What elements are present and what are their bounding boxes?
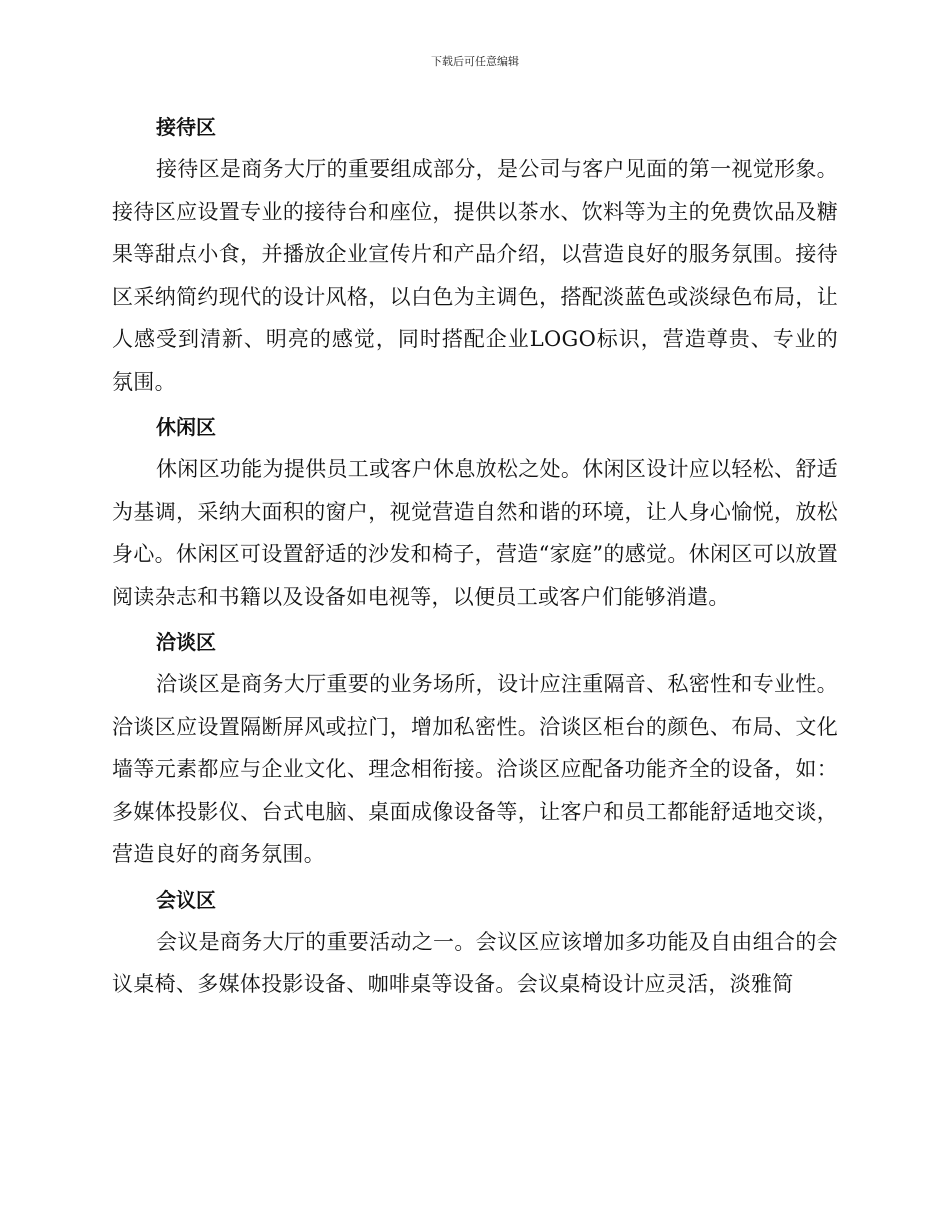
section-meeting — [112, 879, 838, 1006]
section-lounge — [112, 406, 838, 618]
section-reception — [112, 106, 838, 403]
section-heading: 接待区 — [156, 115, 216, 139]
section-heading: 洽谈区 — [156, 630, 216, 654]
section-paragraph: 接待区是商务大厅的重要组成部分，是公司与客户见面的第一视觉形象。接待区应设置专业的接待台和座位，提供以茶水、饮料等为主的免费饮品及糖果等甜点小食，并播放企业宣传片和产品介绍，以营造良好的服务氛围。接待区采纳简约现代的设计风格，以白色为主调色，搭配淡蓝色或淡绿色布局，让人感受到清新、明亮的感觉，同时搭配企业LOGO标识，营造尊贵、专业的氛围。 — [112, 157, 838, 394]
page-header-note: 下载后可任意编辑 — [431, 55, 519, 68]
section-paragraph: 会议是商务大厅的重要活动之一。会议区应该增加多功能及自由组合的会议桌椅、多媒体投影设备、咖啡桌等设备。会议桌椅设计应灵活，淡雅简 — [112, 929, 838, 996]
section-heading: 会议区 — [156, 887, 216, 912]
section-paragraph: 洽谈区是商务大厅重要的业务场所，设计应注重隔音、私密性和专业性。洽谈区应设置隔断屏风或拉门，增加私密性。洽谈区柜台的颜色、布局、文化墙等元素都应与企业文化、理念相衔接。洽谈区应配备功能齐全的设备，如：多媒体投影仪、台式电脑、桌面成像设备等，让客户和员工都能舒适地交谈，营造良好的商务氛围。 — [112, 672, 838, 866]
section-negotiation — [112, 621, 838, 876]
section-paragraph: 休闲区功能为提供员工或客户休息放松之处。休闲区设计应以轻松、舒适为基调，采纳大面积的窗户，视觉营造自然和谐的环境，让人身心愉悦，放松身心。休闲区可设置舒适的沙发和椅子，营造“家庭”的感觉。休闲区可以放置阅读杂志和书籍以及设备如电视等，以便员工或客户们能够消遣。 — [112, 457, 838, 609]
section-heading: 休闲区 — [156, 415, 216, 439]
document-body — [112, 106, 838, 1009]
